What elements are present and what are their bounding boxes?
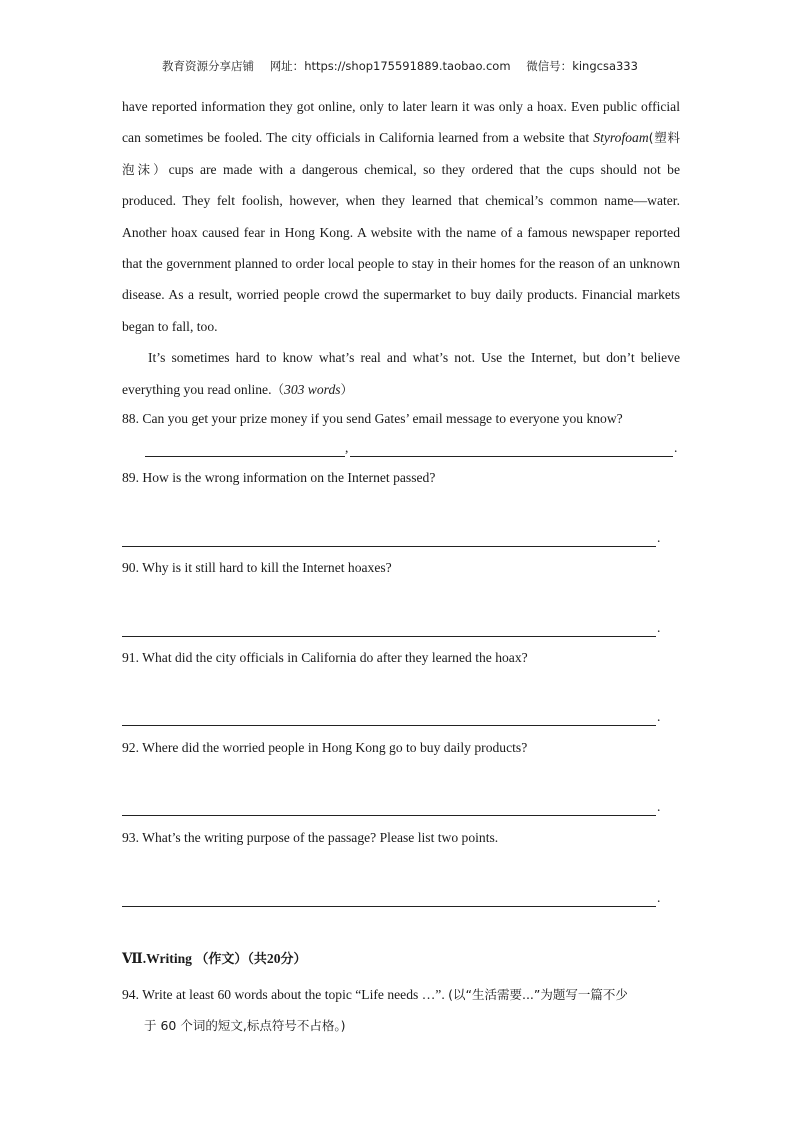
page-header (0, 58, 800, 74)
writing-prompt-94 (122, 979, 682, 1041)
answer-period: . (657, 890, 661, 905)
wechat-id: kingcsa333 (572, 59, 638, 73)
answer-period: . (657, 620, 661, 635)
question-text: Can you get your prize money if you send Gates’ email message to everyone you know? (142, 411, 623, 426)
wordcount-close: ） (340, 381, 354, 397)
passage-text-a: have reported information they got online, only to later learn it was only a hoax. Even public official can sometimes be fooled. The city officials in California learned from a website that (122, 99, 680, 146)
section-number: Ⅶ. (122, 951, 147, 966)
question-93 (122, 830, 682, 846)
wordcount-open: （ (271, 381, 285, 397)
question-number: 90. (122, 560, 139, 575)
answer-comma: , (345, 440, 349, 455)
shop-url[interactable]: https://shop175591889.taobao.com (304, 59, 511, 73)
url-text (270, 59, 511, 73)
question-text: What did the city officials in California do after they learned the hoax? (142, 650, 528, 665)
question-91 (122, 650, 682, 666)
answer-line-93[interactable] (122, 906, 656, 907)
question-text: Why is it still hard to kill the Internet hoaxes? (142, 560, 392, 575)
question-number: 91. (122, 650, 139, 665)
section-title-cn: （作文）（共 (195, 952, 267, 967)
styrofoam-term: Styrofoam (593, 130, 649, 146)
answer-line-88b[interactable] (350, 456, 673, 457)
section-title: Writing (146, 951, 192, 966)
question-number: 93. (122, 830, 139, 845)
writing-instruction-cn-2: 于 60 个词的短文,标点符号不占格。) (144, 1018, 346, 1033)
writing-instruction-cn: (以“生活需要...”为题写一篇不少 (448, 987, 628, 1002)
passage-text-c: It’s sometimes hard to know what’s real and what’s not. Use the Internet, but don’t believe everything you read online. (122, 350, 680, 397)
question-89 (122, 470, 682, 486)
answer-line-92[interactable] (122, 815, 656, 816)
section-heading-writing (122, 948, 307, 967)
answer-line-88a[interactable] (145, 456, 345, 457)
question-number: 88. (122, 411, 139, 426)
styrofoam-gloss: (塑料泡沫） (122, 130, 680, 177)
shop-name: 教育资源分享店铺 (162, 59, 255, 73)
passage-text-b: cups are made with a dangerous chemical, so they ordered that the cups should not be produced. They felt foolish, however, when they learned that chemical’s common name—water. Another hoax caused fear in Hong Kong. A website with the name of a famous newspaper reported that the government planned to order local people to stay in their homes for the reason of an unknown disease. As a result, worried people crowd the supermarket to buy daily products. Financial markets began to fall, too. (122, 161, 680, 334)
question-92 (122, 740, 682, 756)
answer-line-90[interactable] (122, 636, 656, 637)
word-count: 303 words (284, 381, 341, 397)
url-label: 网址： (269, 59, 305, 73)
passage-paragraph-2 (122, 342, 680, 405)
answer-period: . (657, 799, 661, 814)
writing-instruction: Write at least 60 words about the topic “Life needs …”. (142, 987, 449, 1002)
section-points: 20 (266, 951, 281, 966)
question-text: How is the wrong information on the Internet passed? (142, 470, 436, 485)
question-number: 92. (122, 740, 139, 755)
wechat-text (526, 59, 638, 73)
wechat-label: 微信号： (526, 59, 573, 73)
answer-line-91[interactable] (122, 725, 656, 726)
question-number: 89. (122, 470, 139, 485)
question-90 (122, 560, 682, 576)
answer-period: . (657, 709, 661, 724)
passage-paragraph-1 (122, 91, 680, 342)
question-88 (122, 411, 682, 427)
question-number: 94. (122, 987, 139, 1002)
answer-period: . (657, 530, 661, 545)
answer-line-89[interactable] (122, 546, 656, 547)
question-text: What’s the writing purpose of the passage? Please list two points. (142, 830, 499, 845)
reading-passage (122, 91, 680, 405)
section-points-unit: 分） (280, 952, 307, 967)
answer-period: . (674, 440, 678, 455)
question-text: Where did the worried people in Hong Kong go to buy daily products? (142, 740, 528, 755)
